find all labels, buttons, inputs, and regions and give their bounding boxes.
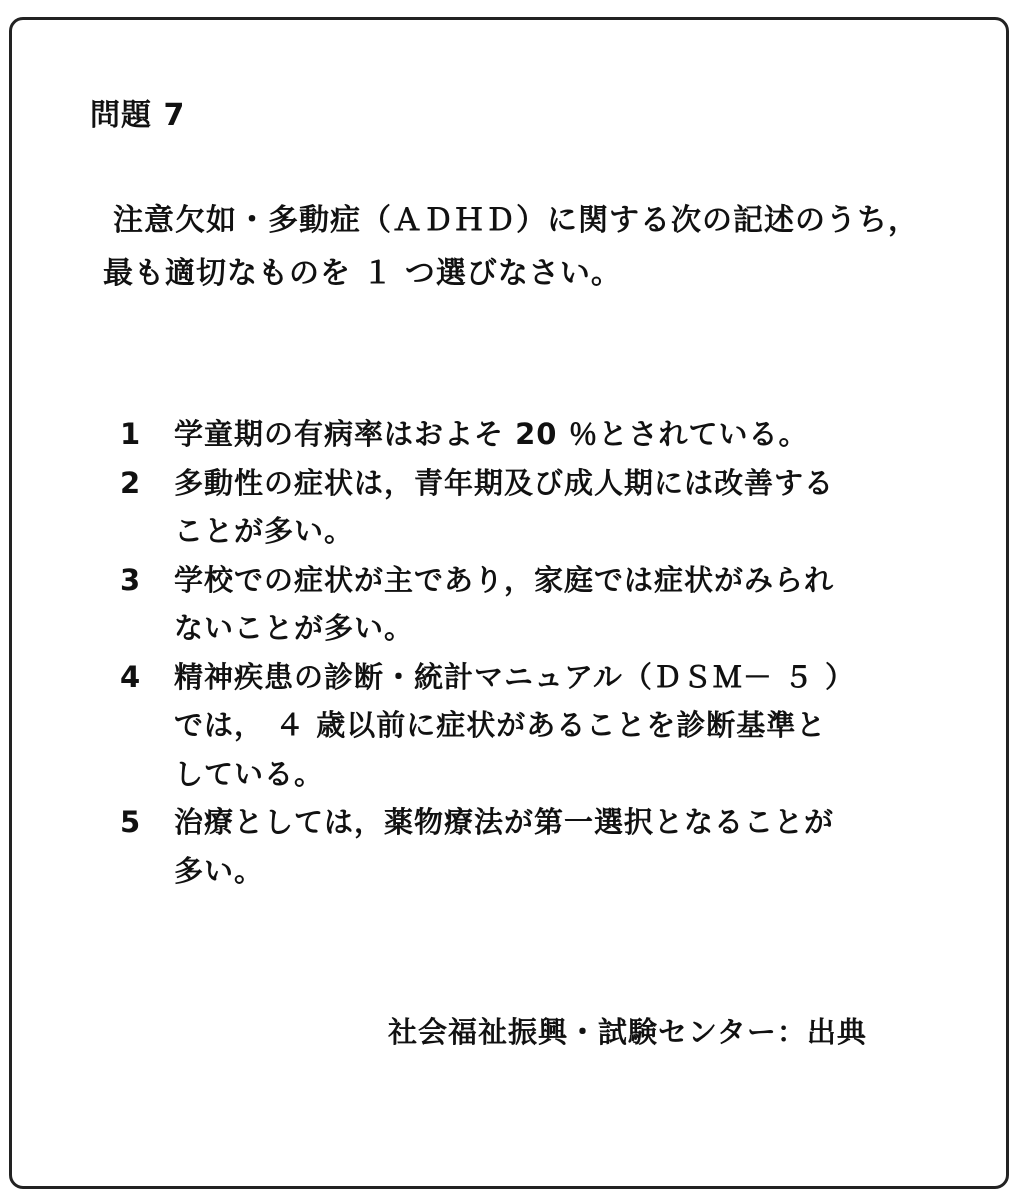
option-line: 精神疾患の診断・統計マニュアル（ＤＳＭ－ ５ ）	[174, 659, 856, 694]
option-line: している。	[174, 756, 325, 791]
option-number: 1	[120, 417, 142, 451]
option-5	[118, 798, 938, 895]
option-line: 多動性の症状は，青年期及び成人期には改善する	[174, 465, 835, 500]
option-text	[174, 459, 938, 556]
prompt-line-2: 最も適切なものを １ つ選びなさい。	[103, 256, 622, 291]
answer-options	[118, 410, 938, 895]
source-credit: 社会福祉振興・試験センター：出典	[388, 1015, 867, 1049]
option-line: ないことが多い。	[174, 611, 415, 645]
option-number: 4	[120, 659, 142, 694]
option-3	[118, 556, 938, 653]
prompt-line-1: 注意欠如・多動症（ＡＤＨＤ）に関する次の記述のうち，	[113, 203, 919, 238]
option-2	[118, 459, 938, 556]
question-number: 問題 7	[90, 98, 186, 133]
option-1	[118, 410, 938, 459]
question-prompt	[103, 194, 919, 300]
option-text	[174, 410, 938, 459]
option-number: 3	[120, 562, 142, 597]
option-text	[174, 798, 938, 895]
option-line: 学童期の有病率はおよそ 20 ％とされている。	[174, 417, 809, 451]
option-line: では， ４ 歳以前に症状があることを診断基準と	[174, 708, 827, 742]
option-4	[118, 653, 938, 799]
option-line: 多い。	[174, 853, 265, 888]
option-number: 2	[120, 465, 142, 500]
option-line: 学校での症状が主であり，家庭では症状がみられ	[174, 562, 835, 597]
option-line: 治療としては，薬物療法が第一選択となることが	[174, 805, 835, 839]
option-text	[174, 556, 938, 653]
option-text	[174, 653, 938, 799]
option-number: 5	[120, 805, 142, 839]
option-line: ことが多い。	[174, 514, 355, 548]
